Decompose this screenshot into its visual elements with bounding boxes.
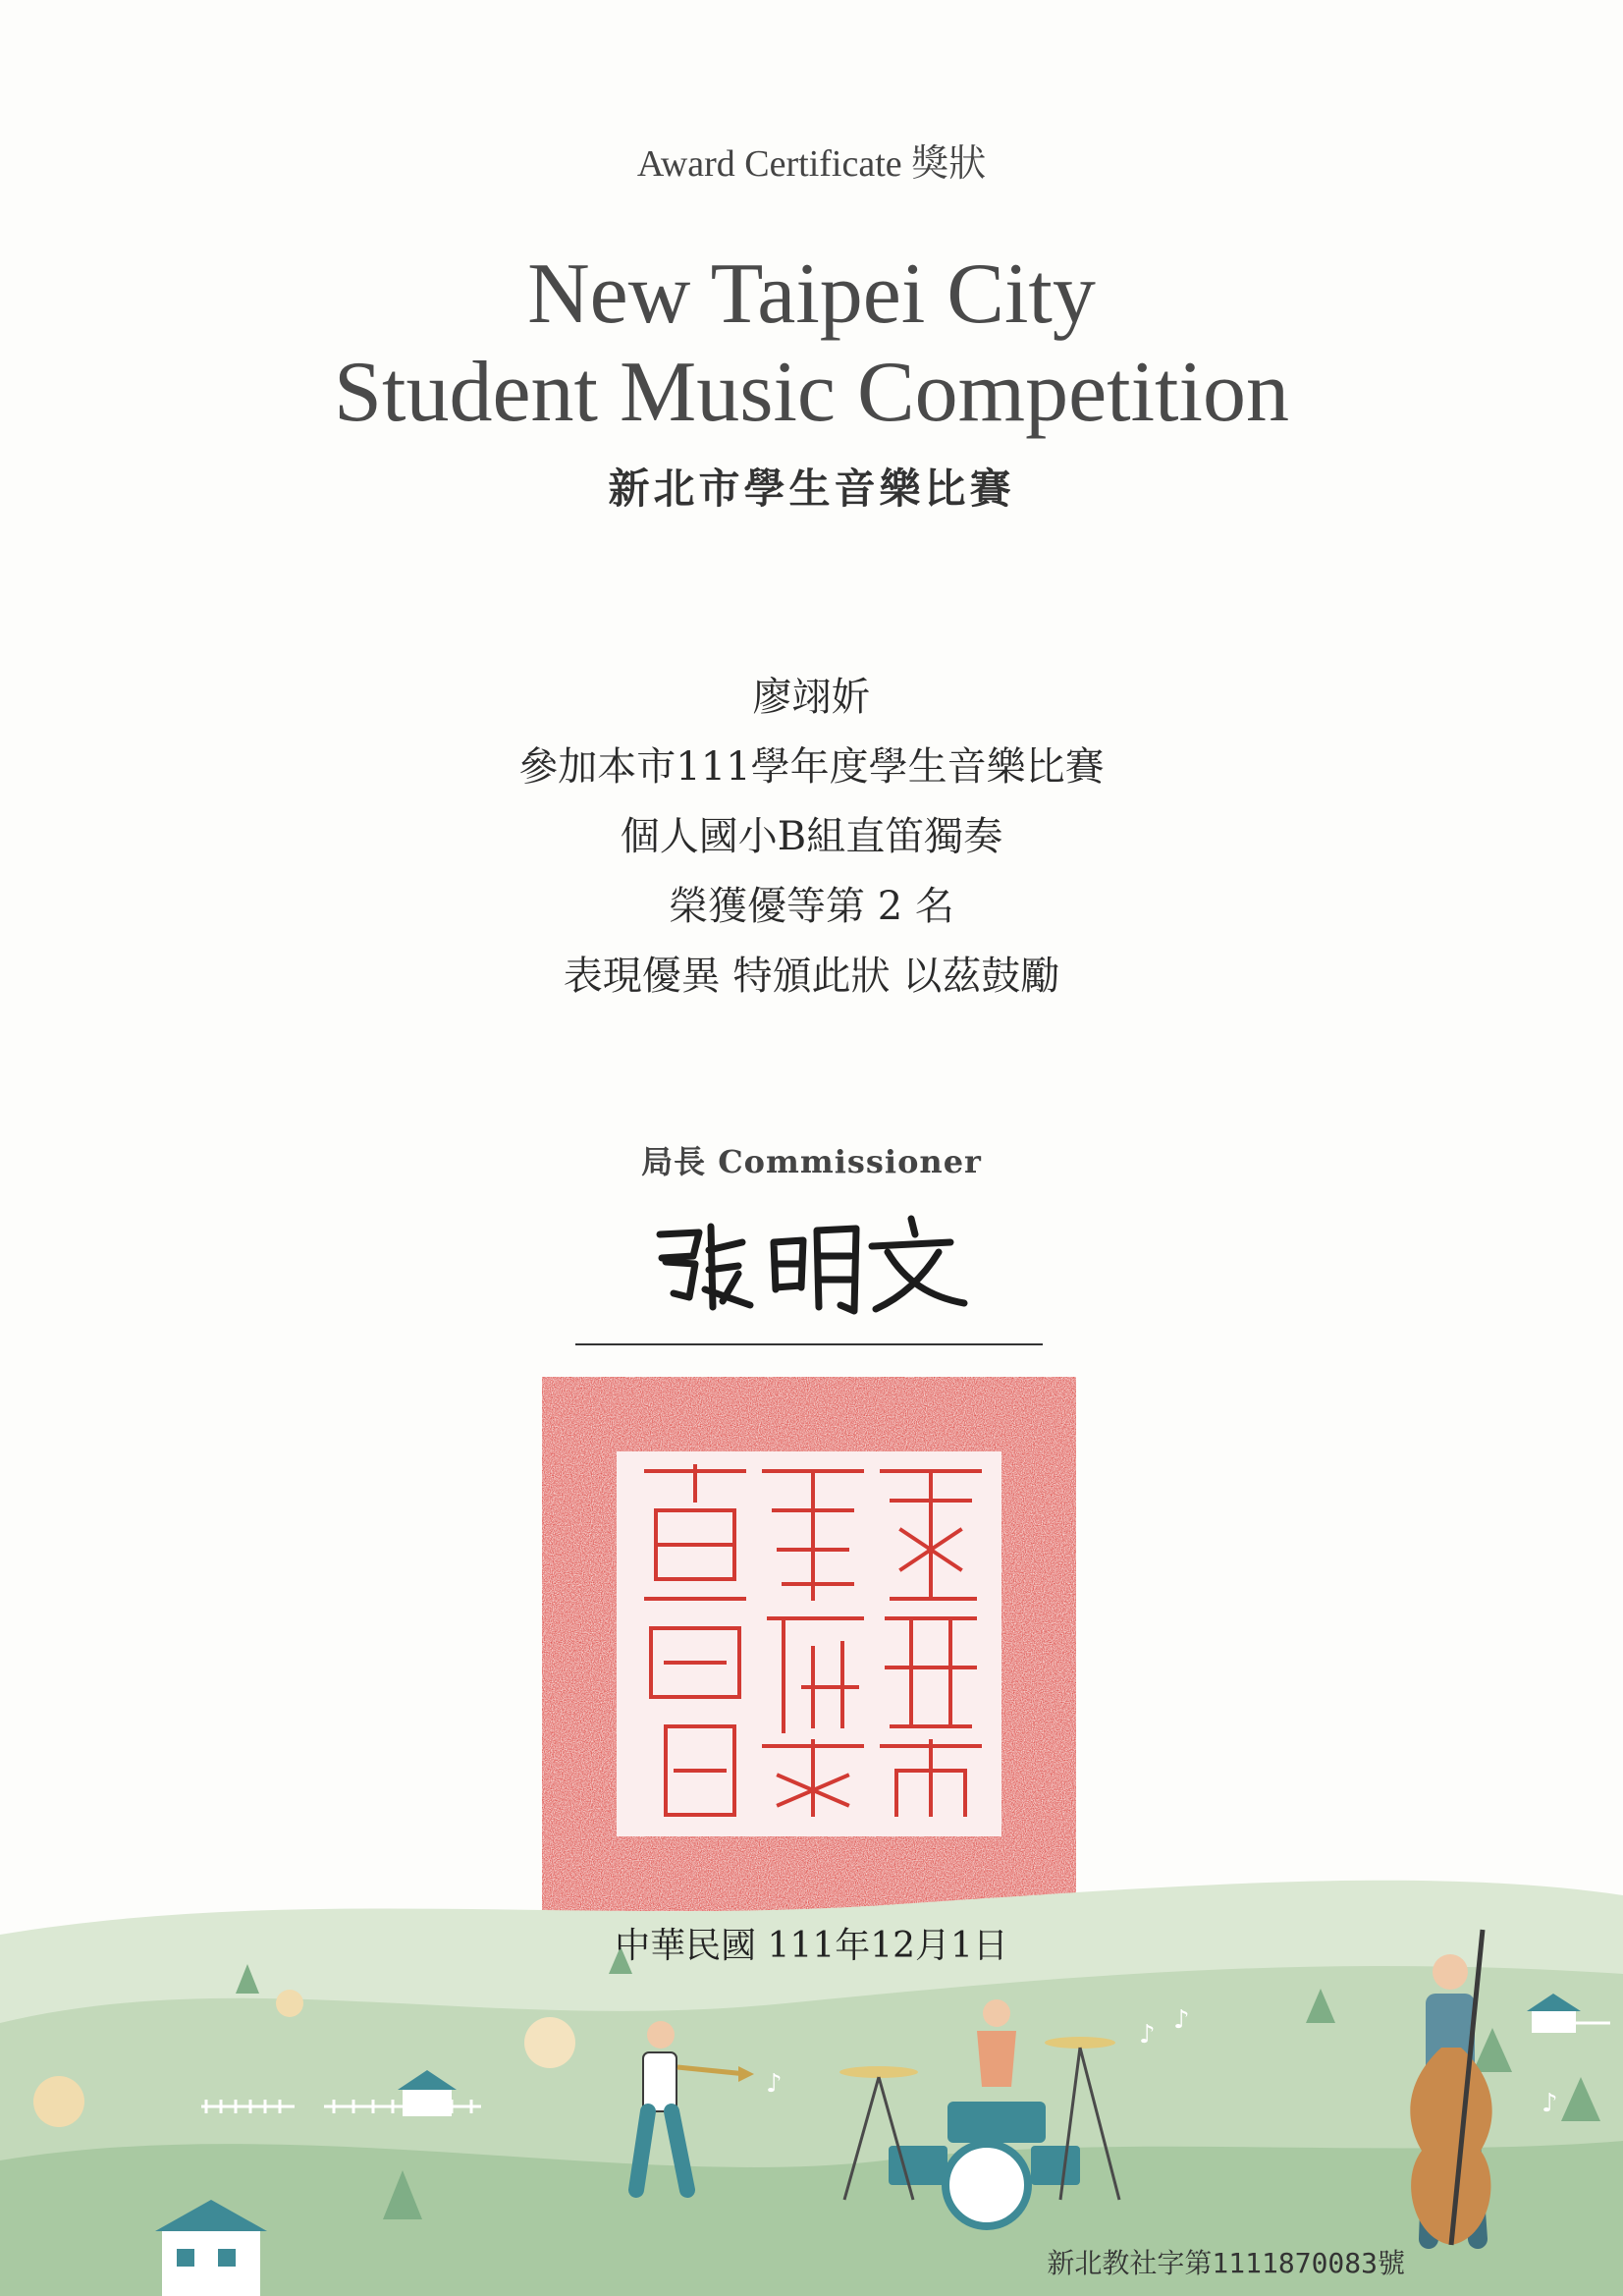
award-line-1: 參加本市111學年度學生音樂比賽 bbox=[518, 744, 1105, 790]
svg-text:♪: ♪ bbox=[1139, 2020, 1156, 2050]
handwritten-signature bbox=[648, 1213, 972, 1321]
document-number: 新北教社字第1111870083號 bbox=[1047, 2247, 1405, 2279]
title-english-line-2: Student Music Competition bbox=[334, 345, 1289, 440]
signature-line bbox=[575, 1343, 1043, 1345]
award-line-3: 榮獲優等第 2 名 bbox=[669, 884, 954, 929]
signer-title: 局長 Commissioner bbox=[641, 1143, 982, 1180]
recipient-name: 廖翊妡 bbox=[752, 675, 871, 720]
title-english-line-1: New Taipei City bbox=[527, 246, 1096, 342]
svg-text:♪: ♪ bbox=[766, 2069, 783, 2099]
svg-text:♪: ♪ bbox=[1542, 2089, 1558, 2118]
svg-text:♪: ♪ bbox=[1173, 2005, 1190, 2035]
award-line-4: 表現優異 特頒此狀 以茲鼓勵 bbox=[563, 954, 1060, 999]
official-seal bbox=[538, 1373, 1080, 1915]
issue-date: 中華民國 111年12月1日 bbox=[615, 1926, 1008, 1966]
title-english bbox=[0, 246, 1623, 442]
certificate-type-label: Award Certificate 獎狀 bbox=[636, 143, 987, 185]
award-line-2: 個人國小B組直笛獨奏 bbox=[620, 814, 1003, 859]
award-body bbox=[0, 663, 1623, 1011]
title-chinese: 新北市學生音樂比賽 bbox=[608, 465, 1015, 513]
